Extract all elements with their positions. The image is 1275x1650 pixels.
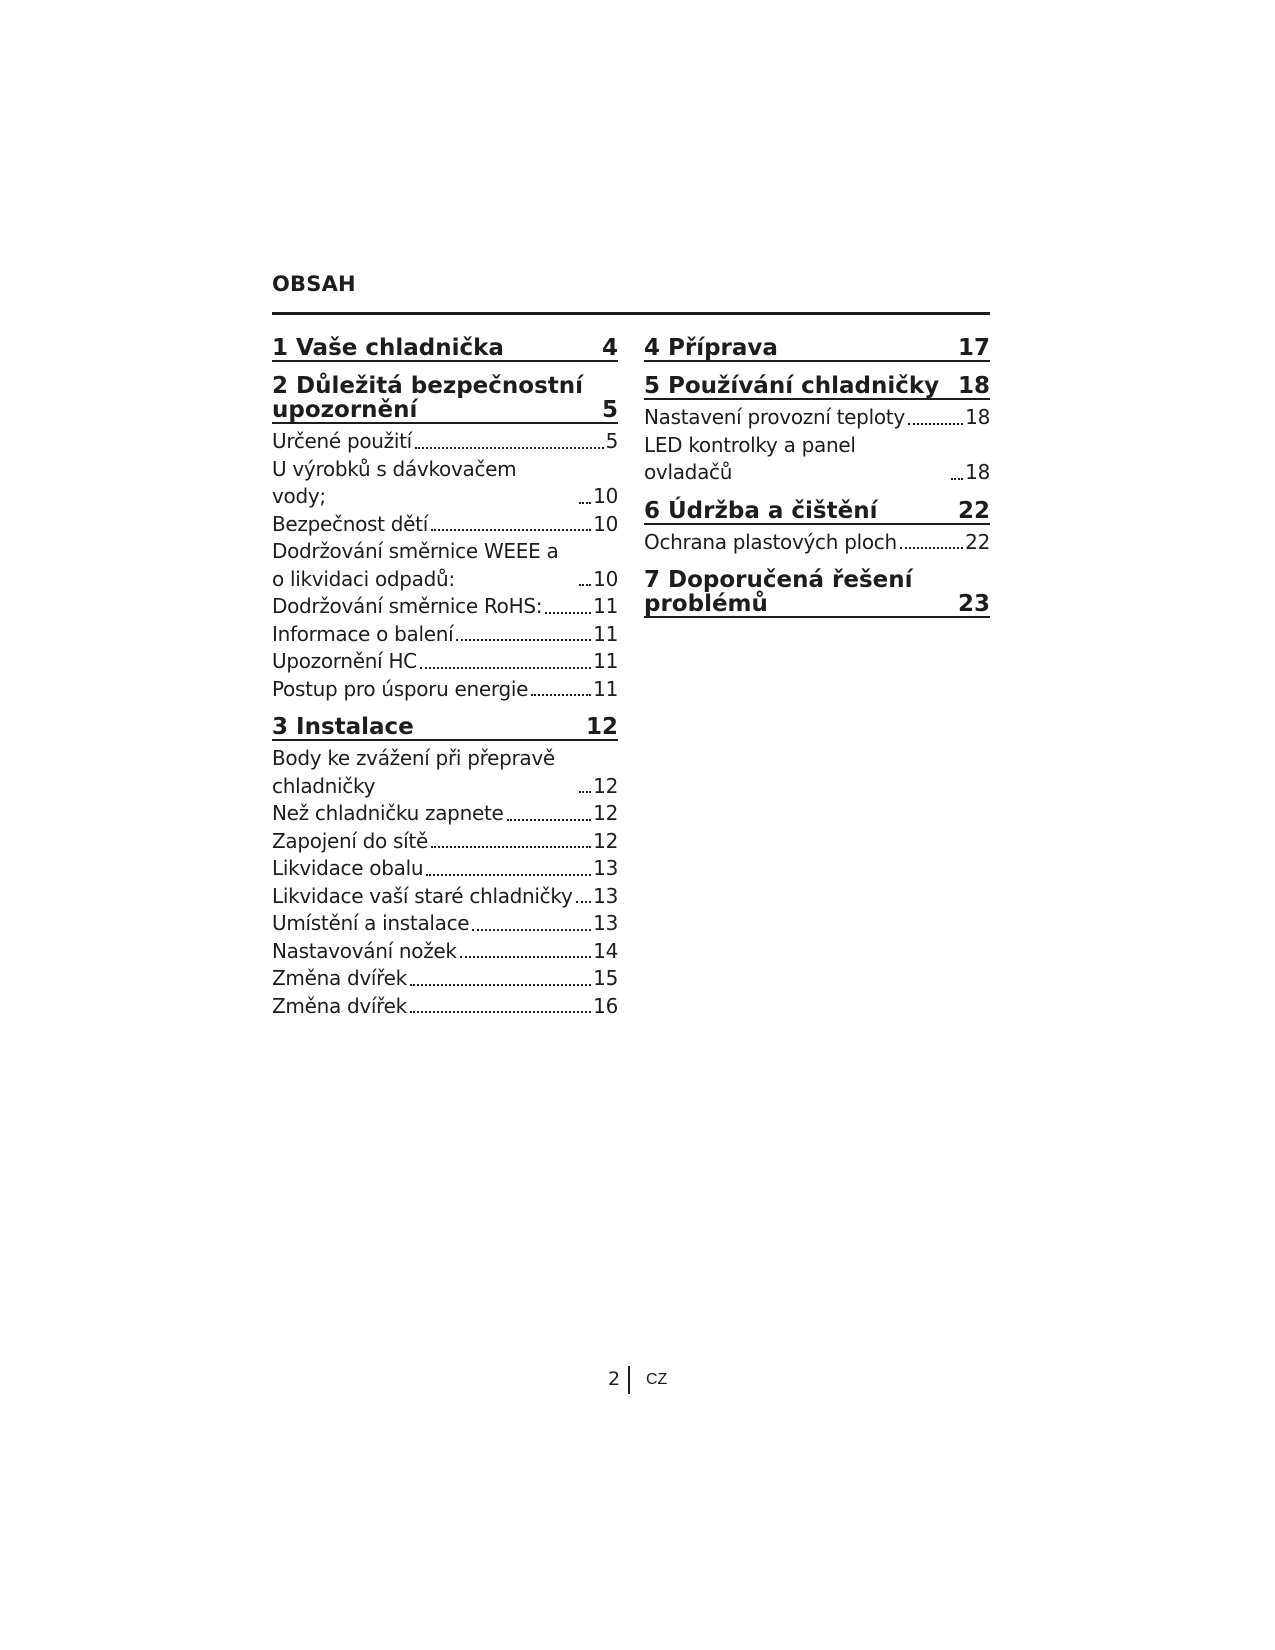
toc-entry-page: 18: [965, 460, 990, 484]
toc-section-title: 2 Důležitá bezpečnostní upozornění: [272, 373, 584, 423]
toc-section-heading[interactable]: [644, 336, 990, 362]
toc-section-heading[interactable]: [272, 715, 618, 741]
toc-entry-leader-dots: [410, 1011, 591, 1013]
toc-section: [644, 336, 990, 362]
toc-entry-leader-dots: [426, 874, 591, 876]
toc-entry-label: Upozornění HC: [272, 649, 417, 673]
toc-entry[interactable]: [272, 883, 618, 911]
toc-entry-leader-dots: [472, 929, 591, 931]
toc-entry-leader-dots: [908, 423, 963, 425]
toc-entry[interactable]: [272, 745, 618, 800]
toc-section-title: 7 Doporučená řešení problémů: [644, 567, 913, 617]
toc-left-column: [272, 336, 618, 1032]
toc-entry-label: Body ke zvážení při přepravě chladničky: [272, 746, 555, 798]
toc-entry-page: 11: [593, 621, 618, 646]
page-heading: OBSAH: [272, 272, 356, 296]
toc-entry[interactable]: [272, 965, 618, 993]
toc-entry-label: Změna dvířek: [272, 966, 407, 990]
toc-entry[interactable]: [272, 621, 618, 649]
toc-entry[interactable]: [272, 993, 618, 1021]
toc-section-heading[interactable]: [644, 499, 990, 525]
toc-entry-label: Určené použití: [272, 429, 412, 453]
toc-entry[interactable]: [272, 428, 618, 456]
toc-entry-label: Likvidace obalu: [272, 856, 424, 880]
toc-entry-page: 18: [965, 405, 990, 429]
toc-entry[interactable]: [272, 800, 618, 828]
toc-section-page: 4: [601, 335, 618, 361]
toc-entry-label: U výrobků s dávkovačem vody;: [272, 456, 517, 508]
toc-entry-page: 10: [593, 566, 618, 591]
toc-entry-leader-dots: [576, 901, 592, 903]
toc-section-page: 12: [585, 714, 618, 740]
toc-entry-label: Nastavování nožek: [272, 938, 457, 963]
toc-entry-page: 16: [593, 993, 618, 1018]
toc-right-column: [644, 336, 990, 630]
footer-page-number: 2: [608, 1368, 621, 1390]
toc-section-page: 23: [957, 591, 990, 617]
toc-entry[interactable]: [272, 676, 618, 704]
toc-entry-label: LED kontrolky a panel ovladačů: [644, 432, 856, 484]
toc-entry[interactable]: [272, 511, 618, 539]
toc-section-title: 6 Údržba a čištění: [644, 497, 878, 524]
toc-entry-page: 11: [593, 649, 618, 673]
toc-entry-label: Bezpečnost dětí: [272, 511, 428, 536]
toc-entry-leader-dots: [579, 502, 591, 504]
toc-section-page: 22: [957, 497, 990, 524]
toc-entry-page: 11: [593, 676, 618, 701]
footer-divider: [628, 1366, 630, 1394]
toc-entry-leader-dots: [545, 612, 591, 614]
toc-entry-leader-dots: [431, 529, 591, 531]
toc-section-heading[interactable]: [644, 374, 990, 400]
toc-entry-leader-dots: [507, 819, 592, 821]
toc-entry-page: 22: [965, 529, 990, 554]
toc-entry-page: 14: [593, 938, 618, 963]
toc-section: [644, 374, 990, 487]
toc-section-heading[interactable]: [272, 374, 618, 424]
toc-entry-page: 5: [605, 429, 618, 453]
toc-entry[interactable]: [272, 593, 618, 621]
toc-section-title: 5 Používání chladničky: [644, 373, 940, 399]
toc-entry[interactable]: [272, 910, 618, 938]
toc-entry[interactable]: [272, 538, 618, 593]
toc-entry[interactable]: [644, 404, 990, 432]
toc-entry-page: 12: [593, 773, 618, 798]
toc-entry[interactable]: [644, 529, 990, 557]
toc-entry-label: Likvidace vaší staré chladničky: [272, 883, 573, 908]
toc-section-heading[interactable]: [272, 336, 618, 362]
toc-entry-label: Dodržování směrnice RoHS:: [272, 594, 543, 618]
toc-section: [644, 499, 990, 557]
toc-entry-label: Umístění a instalace: [272, 911, 470, 935]
toc-entry-label: Nastavení provozní teploty: [644, 405, 905, 429]
toc-entry-label: Ochrana plastových ploch: [644, 529, 897, 554]
toc-entry[interactable]: [272, 855, 618, 883]
toc-entry-leader-dots: [579, 584, 591, 586]
toc-section: [272, 374, 618, 703]
toc-entry-label: Zapojení do sítě: [272, 828, 428, 853]
toc-entry-leader-dots: [420, 667, 591, 669]
toc-section-page: 18: [957, 373, 990, 399]
toc-entry-page: 11: [593, 594, 618, 618]
toc-entry-leader-dots: [460, 956, 591, 958]
toc-entry-label: Informace o balení: [272, 621, 454, 646]
toc-entry[interactable]: [272, 456, 618, 511]
page-footer: [0, 1366, 1275, 1396]
toc-entry[interactable]: [272, 648, 618, 676]
toc-section-title: 1 Vaše chladnička: [272, 335, 504, 361]
toc-entry-leader-dots: [579, 791, 591, 793]
toc-entry-label: Postup pro úsporu energie: [272, 676, 529, 701]
toc-entry[interactable]: [272, 828, 618, 856]
toc-entry-leader-dots: [456, 639, 591, 641]
toc-section-page: 17: [957, 335, 990, 361]
toc-entry-leader-dots: [900, 547, 963, 549]
toc-entry-page: 10: [593, 484, 618, 508]
footer-language: CZ: [646, 1371, 668, 1388]
toc-entry-page: 15: [593, 966, 618, 990]
heading-divider: [272, 312, 990, 315]
toc-entry-leader-dots: [415, 447, 604, 449]
toc-section: [272, 336, 618, 362]
toc-entry-label: Dodržování směrnice WEEE a o likvidaci odpadů:: [272, 539, 559, 591]
toc-section: [272, 715, 618, 1020]
toc-entry-leader-dots: [410, 984, 591, 986]
toc-entry-page: 13: [593, 911, 618, 935]
toc-entry-page: 13: [593, 856, 618, 880]
toc-entry-leader-dots: [431, 846, 591, 848]
toc-section-title: 4 Příprava: [644, 335, 778, 361]
toc-section: [644, 568, 990, 618]
toc-entry-page: 12: [593, 801, 618, 825]
toc-entry-page: 12: [593, 828, 618, 853]
toc-entry-page: 10: [593, 511, 618, 536]
toc-entry-label: Změna dvířek: [272, 993, 407, 1018]
toc-entry[interactable]: [644, 432, 990, 487]
toc-entry-page: 13: [593, 883, 618, 908]
toc-section-heading[interactable]: [644, 568, 990, 618]
toc-entry-leader-dots: [531, 694, 591, 696]
toc-entry-leader-dots: [951, 478, 963, 480]
toc-entry-label: Než chladničku zapnete: [272, 801, 504, 825]
toc-section-page: 5: [601, 397, 618, 423]
toc-section-title: 3 Instalace: [272, 714, 414, 740]
toc-entry[interactable]: [272, 938, 618, 966]
